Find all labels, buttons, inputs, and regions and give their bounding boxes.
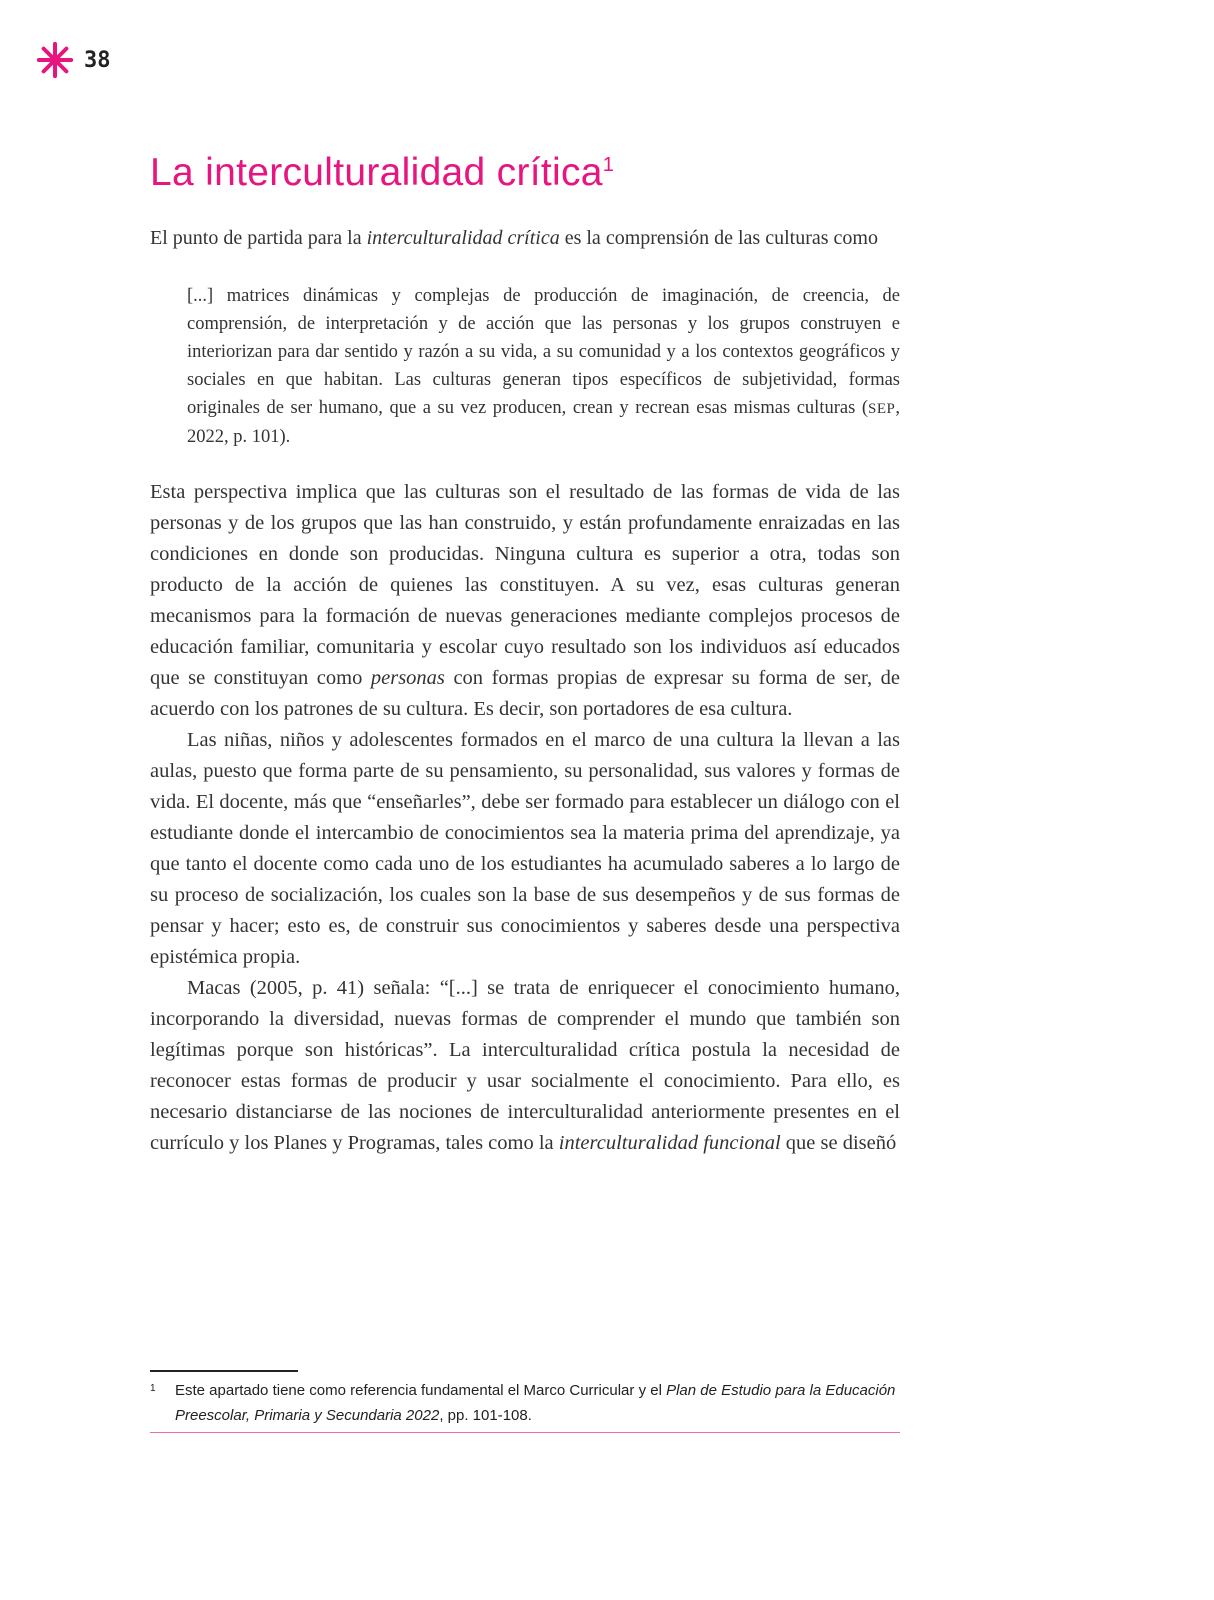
- paragraph-1-text-end: con formas propias de expresar su forma de ser, de acuerdo con los patrones de su cultura. Es decir, son portadores de esa cultura.: [150, 666, 900, 720]
- paragraph-3-text-end: que se diseñó: [780, 1131, 897, 1154]
- footnote-rule: [150, 1370, 298, 1372]
- body-text: [150, 477, 900, 1159]
- footnote-text: Este apartado tiene como referencia fundamental el Marco Curricular y el: [175, 1382, 667, 1399]
- intro-emphasis: interculturalidad crítica: [366, 226, 560, 249]
- quote-text: [...] matrices dinámicas y complejas de producción de imaginación, de creencia, de comprensión, de interpretación y de acción que las personas y los grupos construyen e interiorizan para dar sentido y razón a su vida, a su comunidad y a los contextos geográficos y sociales en que habitan. Las culturas generan tipos específicos de subjetividad, formas originales de ser humano, que a su vez producen, crean y recrean esas mismas culturas (: [187, 285, 900, 418]
- footnote-text-end: , pp. 101-108.: [439, 1407, 532, 1424]
- paragraph-1-emphasis: personas: [370, 666, 445, 689]
- section-title: [150, 150, 900, 197]
- footnote-mark: 1: [150, 1383, 156, 1394]
- page-header: [36, 40, 111, 80]
- asterisk-icon: [36, 41, 74, 79]
- paragraph-3: [150, 973, 900, 1159]
- paragraph-3-text: Macas (2005, p. 41) señala: “[...] se trata de enriquecer el conocimiento humano, incorporando la diversidad, nuevas formas de comprender el mundo que también son legítimas porque son históricas”. La interculturalidad crítica postula la necesidad de reconocer estas formas de producir y usar socialmente el conocimiento. Para ello, es necesario distanciarse de las nociones de interculturalidad anteriormente presentes en el currículo y los Planes y Programas, tales como la: [150, 976, 900, 1154]
- paragraph-1-text: Esta perspectiva implica que las culturas son el resultado de las formas de vida de las personas y de los grupos que las han construido, y están profundamente enraizadas en las condiciones en donde son producidas. Ninguna cultura es superior a otra, todas son producto de la acción de quienes las constituyen. A su vez, esas culturas generan mecanismos para la formación de nuevas generaciones mediante complejos procesos de educación familiar, comunitaria y escolar cuyo resultado son los individuos así educados que se constituyan como: [150, 480, 900, 689]
- quote-citation-org: SEP: [868, 400, 896, 417]
- quote-citation: , 2022, p. 101).: [187, 397, 900, 447]
- intro-text: El punto de partida para la: [150, 226, 367, 249]
- footnote-1: [150, 1378, 900, 1433]
- paragraph-2: Las niñas, niños y adolescentes formados en el marco de una cultura la llevan a las aulas, puesto que forma parte de su pensamiento, su personalidad, sus valores y formas de vida. El docente, más que “enseñarles”, debe ser formado para establecer un diálogo con el estudiante donde el intercambio de conocimientos sea la materia prima del aprendizaje, ya que tanto el docente como cada uno de los estudiantes ha acumulado saberes a lo largo de su proceso de socialización, los cuales son la base de sus desempeños y de sus formas de pensar y hacer; esto es, de construir sus conocimientos y saberes desde una perspectiva epistémica propia.: [150, 728, 900, 968]
- footnotes: [150, 1370, 900, 1433]
- main-content: [150, 150, 900, 1159]
- intro-text-end: es la comprensión de las culturas como: [559, 226, 878, 249]
- page-number: 38: [84, 47, 111, 73]
- paragraph-1: [150, 477, 900, 725]
- paragraph-3-emphasis: interculturalidad funcional: [558, 1131, 781, 1154]
- block-quote: [187, 282, 900, 451]
- intro-paragraph: [150, 223, 900, 254]
- footnote-emphasis: Plan de Estudio para la Educación Preescolar, Primaria y Secundaria 2022: [175, 1382, 896, 1424]
- section-title-text: La interculturalidad crítica: [150, 151, 603, 194]
- footnote-reference: 1: [602, 154, 615, 176]
